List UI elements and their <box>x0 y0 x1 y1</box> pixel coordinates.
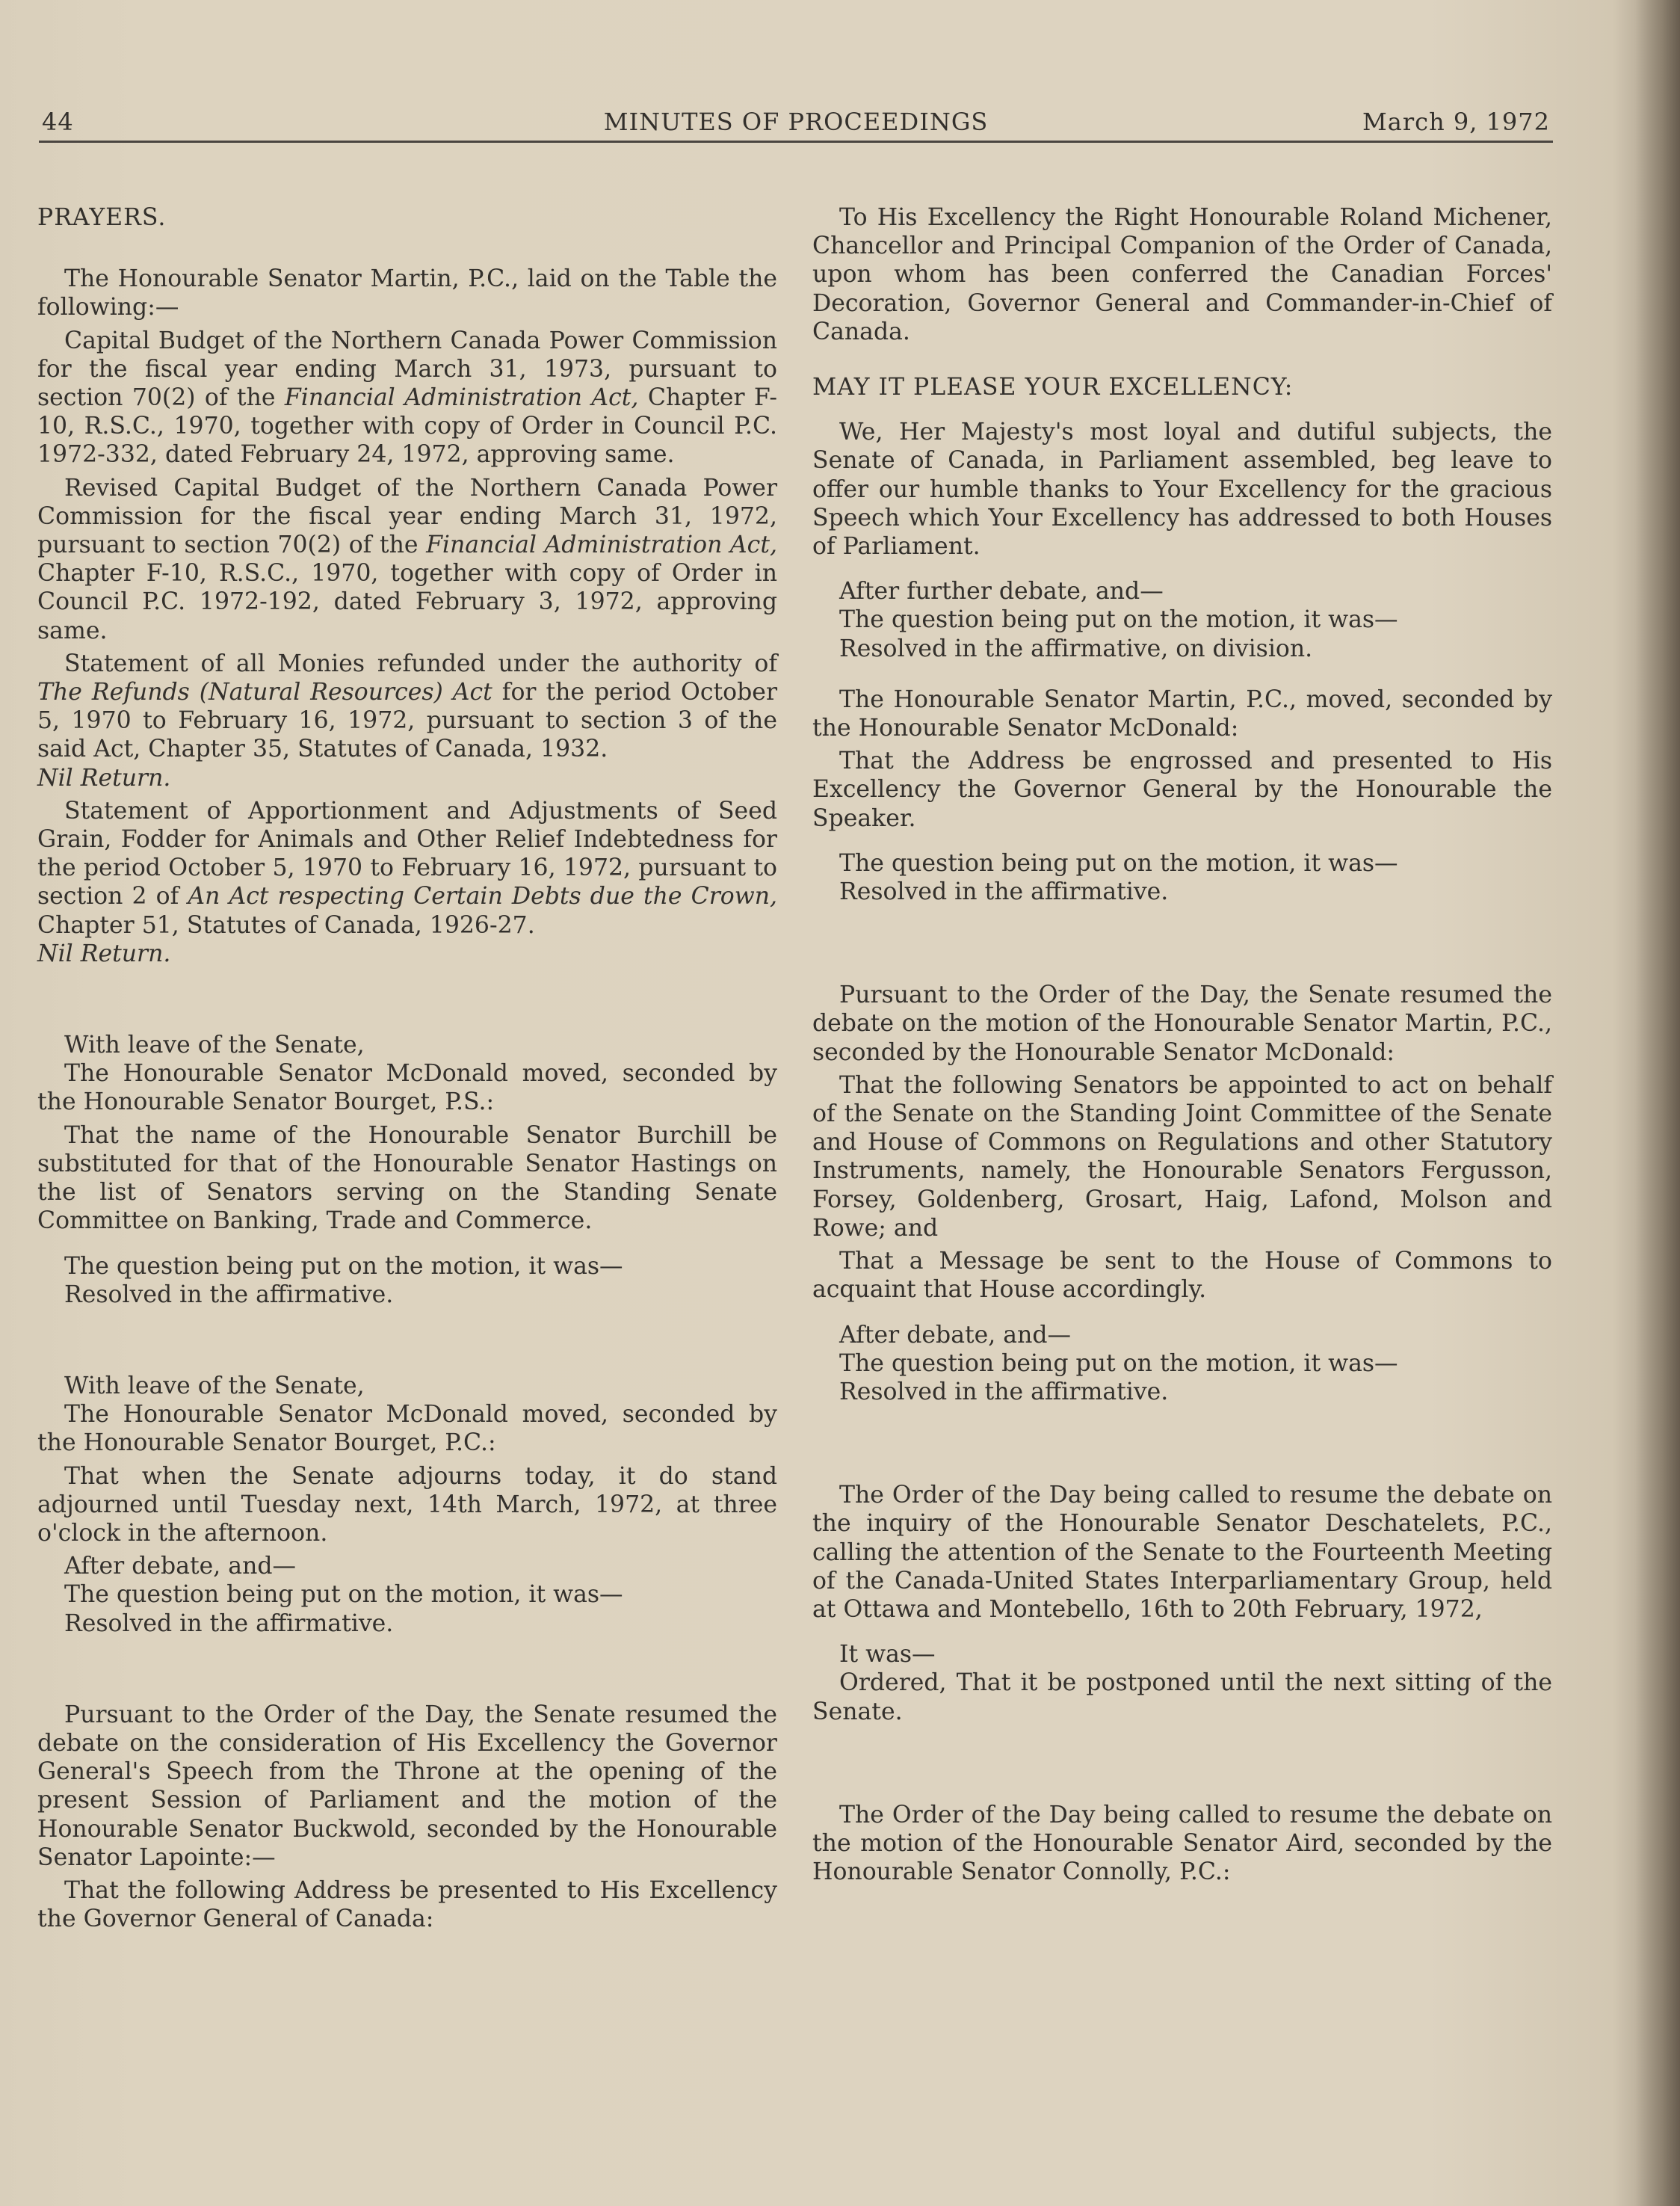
tabled-item-3: Statement of all Monies refunded under the authority of The Refunds (Natural Resources) Act for the period October 5, 1970 to February 16, 1972, pursuant to section 3 of the said Act, Chapter 35, Statutes of Canada, 1932. <box>37 650 777 763</box>
motion2-after: After debate, and— <box>64 1553 297 1580</box>
motion2-text: That when the Senate adjourns today, it do stand adjourned until Tuesday next, 14th March, 1972, at three o'clock in the afternoon. <box>37 1462 777 1547</box>
joint-committee-question: The question being put on the motion, it was— <box>839 1349 1398 1377</box>
right-column <box>812 203 1552 1886</box>
address-salutation: MAY IT PLEASE YOUR EXCELLENCY: <box>812 374 1294 401</box>
nil-return-2: Nil Return. <box>37 940 171 967</box>
inquiry-order: The Order of the Day being called to resume the debate on the inquiry of the Honourable Senator Deschatelets, P.C., calling the attention of the Senate to the Fourteenth Meeting of the Canada-United States Interparliamentary Group, held at Ottawa and Montebello, 16th to 20th February, 1972, <box>812 1482 1552 1623</box>
motion2-question: The question being put on the motion, it was— <box>64 1581 623 1609</box>
joint-committee-resolved: Resolved in the affirmative. <box>839 1378 1169 1405</box>
inquiry-ordered: Ordered, That it be postponed until the next sitting of the Senate. <box>812 1669 1552 1725</box>
page-number: 44 <box>42 108 74 136</box>
address-resolved: Resolved in the affirmative, on division. <box>839 635 1313 662</box>
inquiry-it-was: It was— <box>839 1641 936 1669</box>
motion2-resolved: Resolved in the affirmative. <box>64 1609 394 1637</box>
motion1-resolved: Resolved in the affirmative. <box>64 1281 394 1308</box>
address-recipient: To His Excellency the Right Honourable Roland Michener, Chancellor and Principal Companion of the Order of Canada, upon whom has been conferred the Canadian Forces' Decoration, Governor General and Commander-in-Chief of Canada. <box>812 204 1552 345</box>
address-intro: That the following Address be presented to His Excellency the Governor General of Canada: <box>37 1876 777 1933</box>
engross-resolved: Resolved in the affirmative. <box>839 878 1169 906</box>
page-edge-shadow <box>1635 0 1680 2206</box>
motion1-question: The question being put on the motion, it was— <box>64 1252 623 1280</box>
address-question: The question being put on the motion, it was— <box>839 606 1398 634</box>
page-date: March 9, 1972 <box>1362 108 1550 136</box>
joint-committee-text: That the following Senators be appointed to act on behalf of the Senate on the Standing Joint Committee of the Senate and House of Commons on Regulations and other Statutory Instruments, namely, the Honourable Senators Fergusson, Forsey, Goldenberg, Grosart, Haig, Lafond, Molson and Rowe; and <box>812 1071 1552 1242</box>
tabled-item-2: Revised Capital Budget of the Northern Canada Power Commission for the fiscal year ending March 31, 1972, pursuant to section 70(2) of the Financial Administration Act, Chapter F-10, R.S.C., 1970, together with copy of Order in Council P.C. 1972-192, dated February 3, 1972, approving same. <box>37 474 777 644</box>
tabled-intro: The Honourable Senator Martin, P.C., laid on the Table the following:— <box>37 265 777 321</box>
left-column <box>37 203 777 1933</box>
page-title: MINUTES OF PROCEEDINGS <box>603 108 989 136</box>
joint-committee-after: After debate, and— <box>839 1321 1072 1349</box>
motion1-text: That the name of the Honourable Senator Burchill be substituted for that of the Honourable Senator Hastings on the list of Senators serving on the Standing Senate Committee on Banking, Trade and Commerce. <box>37 1121 777 1235</box>
aird-motion-order: The Order of the Day being called to resume the debate on the motion of the Honourable Senator Aird, seconded by the Honourable Senator Connolly, P.C.: <box>812 1801 1552 1886</box>
motion1-leave: With leave of the Senate, <box>64 1032 365 1059</box>
motion2-leave: With leave of the Senate, <box>64 1372 365 1399</box>
engross-question: The question being put on the motion, it was— <box>839 849 1398 877</box>
page-header <box>39 106 1553 143</box>
address-body: We, Her Majesty's most loyal and dutiful subjects, the Senate of Canada, in Parliament assembled, beg leave to offer our humble thanks to Your Excellency for the gracious Speech which Your Excellency has addressed to both Houses of Parliament. <box>812 419 1552 561</box>
tabled-item-4: Statement of Apportionment and Adjustments of Seed Grain, Fodder for Animals and Other Relief Indebtedness for the period October 5, 1970 to February 16, 1972, pursuant to section 2 of An Act respecting Certain Debts due the Crown, Chapter 51, Statutes of Canada, 1926-27. <box>37 797 777 939</box>
throne-speech-debate: Pursuant to the Order of the Day, the Senate resumed the debate on the consideration of His Excellency the Governor General's Speech from the Throne at the opening of the present Session of Parliament and the motion of the Honourable Senator Buckwold, seconded by the Honourable Senator Lapointe:— <box>37 1701 777 1871</box>
engross-moved: The Honourable Senator Martin, P.C., moved, seconded by the Honourable Senator McDonald: <box>812 685 1552 742</box>
address-after: After further debate, and— <box>839 578 1164 606</box>
nil-return-1: Nil Return. <box>37 764 171 792</box>
prayers-heading: PRAYERS. <box>37 204 167 231</box>
engross-text: That the Address be engrossed and presented to His Excellency the Governor General by the Honourable the Speaker. <box>812 748 1552 832</box>
joint-committee-message: That a Message be sent to the House of Commons to acquaint that House accordingly. <box>812 1248 1552 1304</box>
motion1-moved: The Honourable Senator McDonald moved, seconded by the Honourable Senator Bourget, P.S.: <box>37 1060 777 1116</box>
tabled-item-1: Capital Budget of the Northern Canada Power Commission for the fiscal year ending March 31, 1973, pursuant to section 70(2) of the Financial Administration Act, Chapter F-10, R.S.C., 1970, together with copy of Order in Council P.C. 1972-332, dated February 24, 1972, approving same. <box>37 327 777 469</box>
joint-committee-debate: Pursuant to the Order of the Day, the Senate resumed the debate on the motion of the Honourable Senator Martin, P.C., seconded by the Honourable Senator McDonald: <box>812 982 1552 1066</box>
motion2-moved: The Honourable Senator McDonald moved, seconded by the Honourable Senator Bourget, P.C.: <box>37 1401 777 1457</box>
